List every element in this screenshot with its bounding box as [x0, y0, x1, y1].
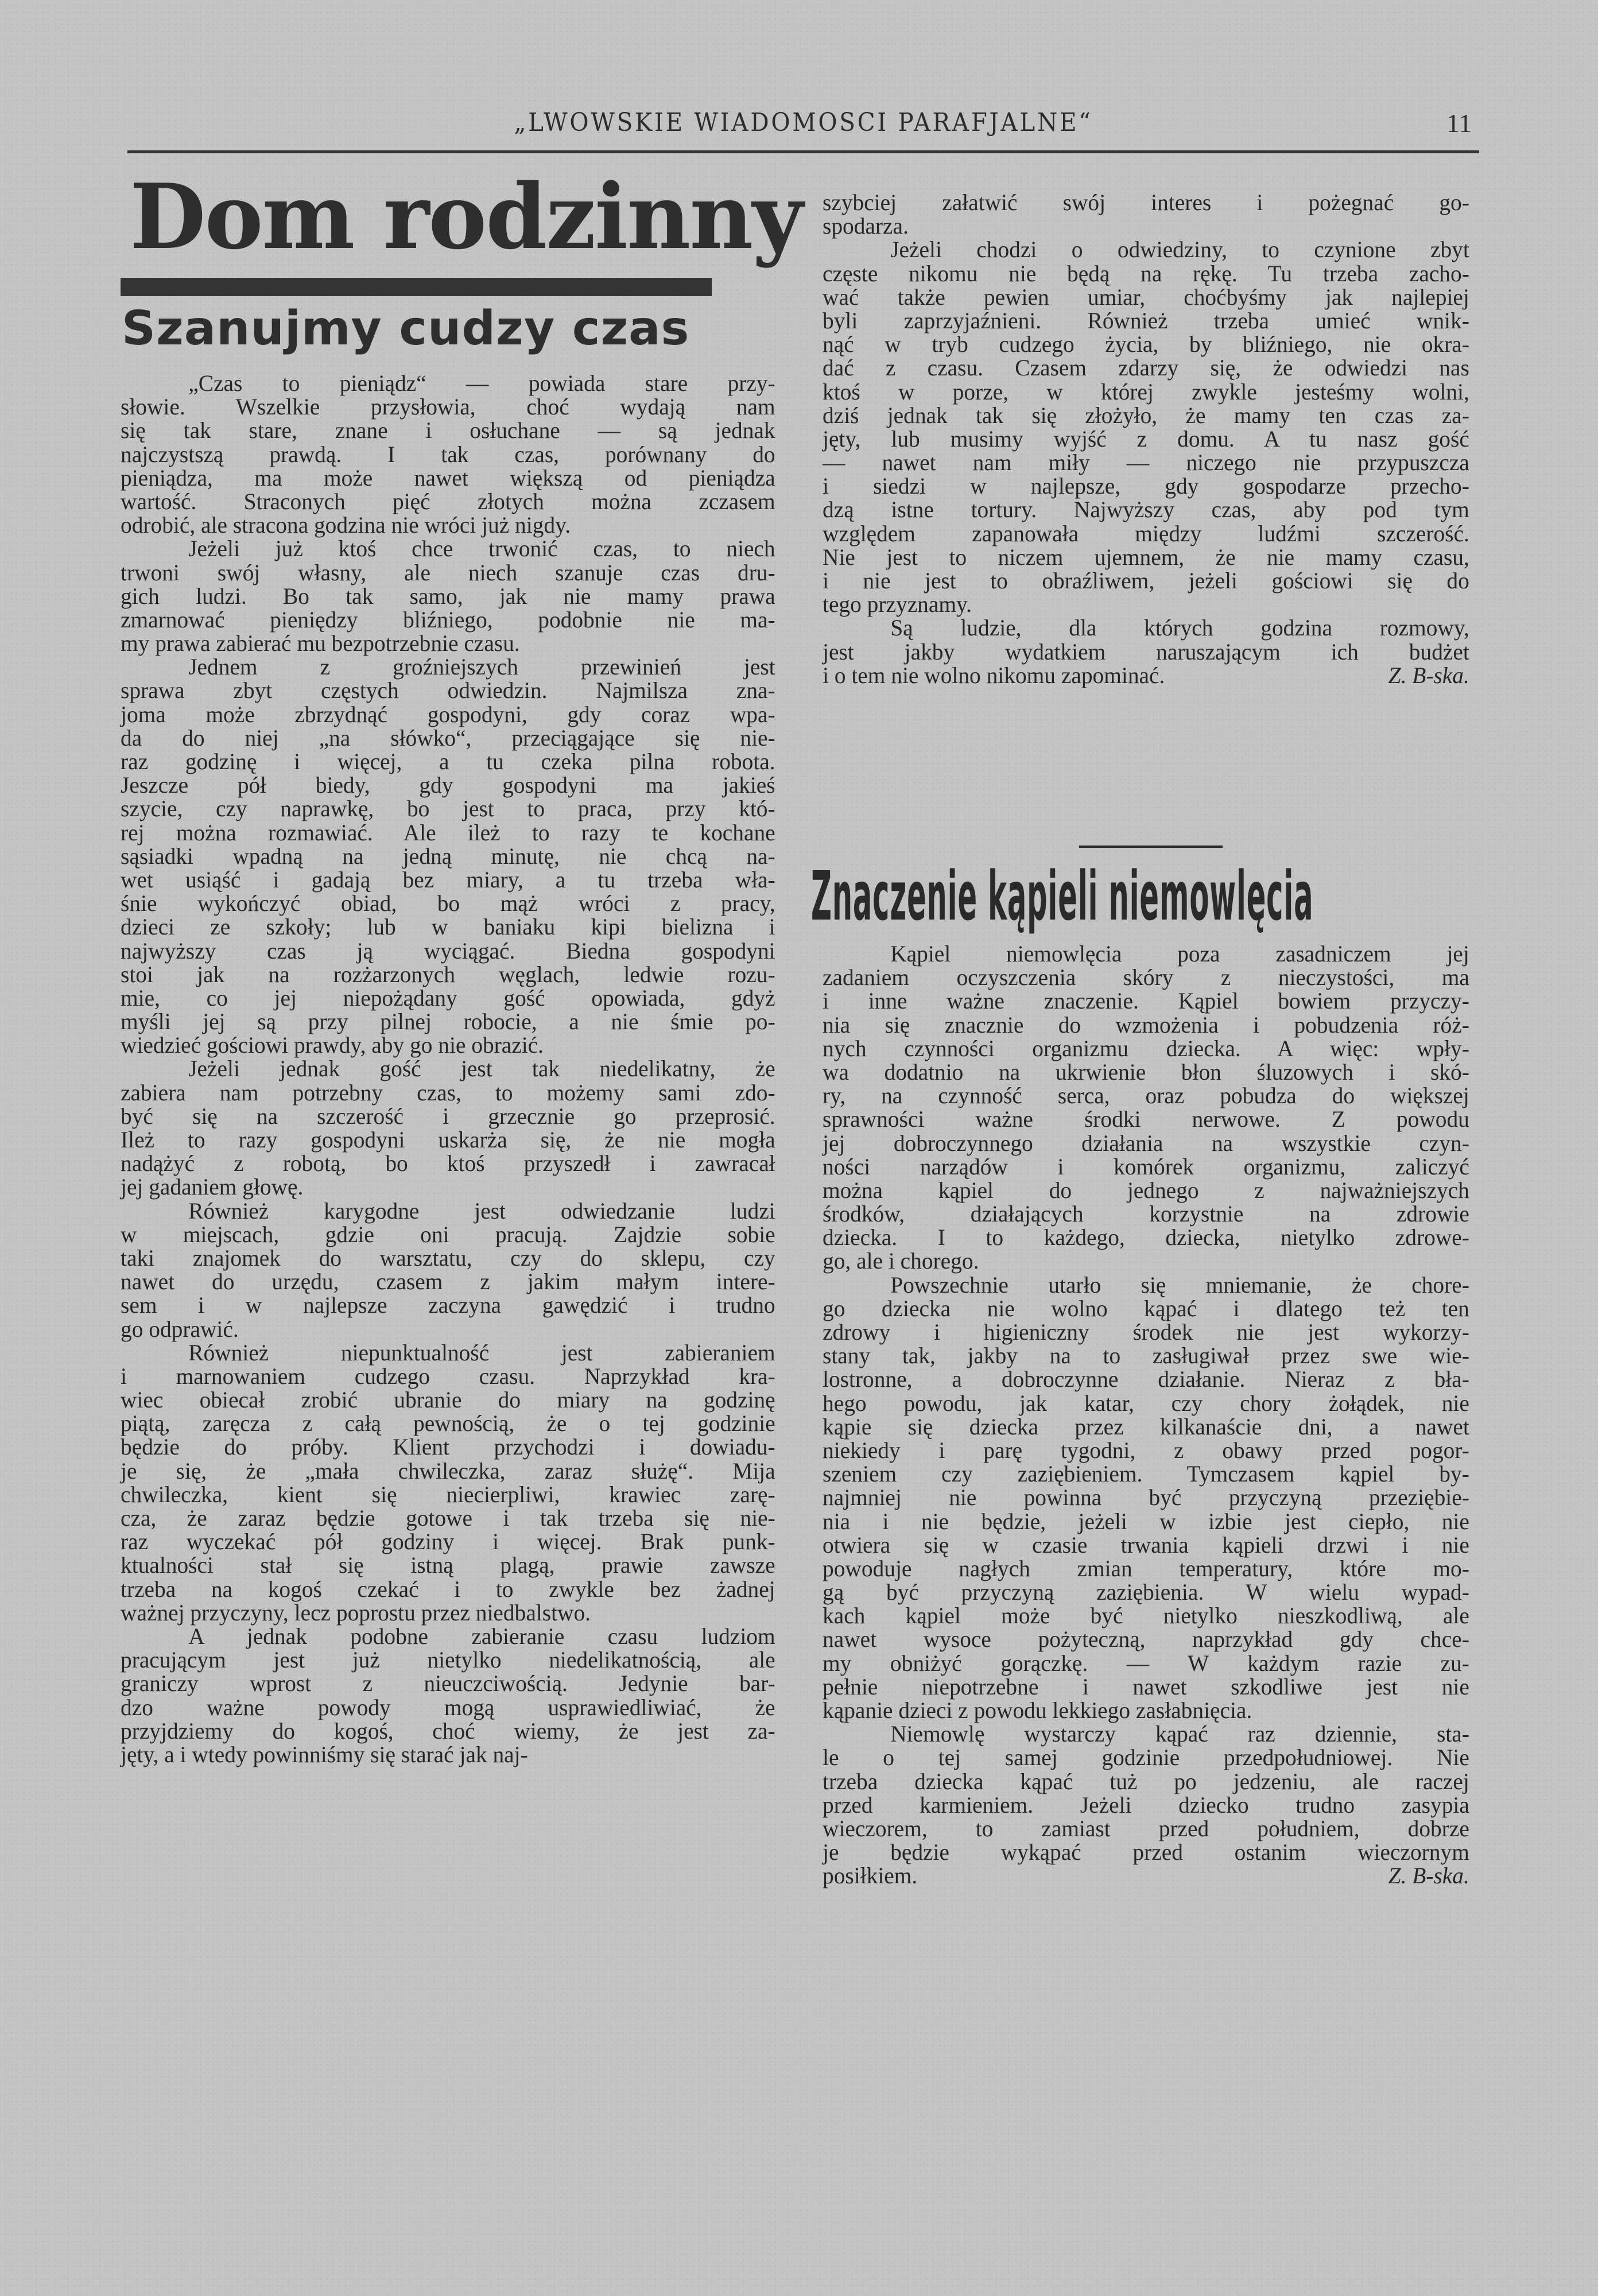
text-line: je będzie wykąpać przed ostanim wieczornym — [823, 1839, 1469, 1865]
text-line: Kąpiel niemowlęcia poza zasadniczem jej — [890, 941, 1469, 967]
paragraph — [121, 1341, 785, 1624]
article1-right-column — [823, 191, 1479, 687]
paragraph — [823, 191, 1479, 238]
article2-column — [823, 942, 1479, 1888]
text-line: dzą istne tortury. Najwyższy czas, aby pod tym — [823, 497, 1469, 523]
text-line: w miejscach, gdzie oni pracują. Zajdzie sobie — [121, 1221, 775, 1247]
article2-title: Znaczenie kąpieli niemowlęcia — [811, 856, 1314, 936]
text-line: szybciej załatwić swój interes i pożegnać go- — [823, 189, 1469, 215]
text-line: piątą, zaręcza z całą pewnością, że o tej godzinie — [121, 1410, 775, 1437]
text-line: środków, działających korzystnie na zdrowie — [823, 1201, 1469, 1227]
text-line: sprawności ważne środki nerwowe. Z powodu — [823, 1106, 1469, 1133]
text-line: nawet wysoce pożyteczną, naprzykład gdy chce- — [823, 1626, 1469, 1653]
header-rule — [127, 150, 1479, 153]
paragraph — [121, 537, 785, 655]
text-line: raz godzinę i więcej, a tu czeka pilna robota. — [121, 748, 775, 774]
text-line: zadaniem oczyszczenia skóry z nieczystości, ma — [823, 964, 1469, 991]
text-line: trwoni swój własny, ale niech szanuje czas dru- — [121, 559, 775, 585]
text-line: przyjdziemy do kogoś, choć wiemy, że jest za- — [121, 1717, 775, 1744]
text-line: pracującym jest już nietylko niedelikatnością, ale — [121, 1647, 775, 1673]
text-line: da do niej „na słówko“, przeciągające się nie- — [121, 724, 775, 751]
text-line: jęty, lub musimy wyjść z domu. A tu nasz gość — [823, 425, 1469, 452]
text-line: Jeżeli jednak gość jest tak niedelikatny, że — [188, 1056, 775, 1082]
text-line: zmarnować pieniędzy bliźniego, podobnie nie ma- — [121, 606, 775, 633]
text-line: wartość. Straconych pięć złotych można zczasem — [121, 488, 775, 514]
paragraph — [121, 1624, 785, 1766]
text-line: pieniądza, ma może nawet większą od pieniądza — [121, 464, 775, 491]
text-line: słowie. Wszelkie przysłowia, choć wydają nam — [121, 394, 775, 420]
text-line: my prawa zabierać mu bezpotrzebnie czasu. — [121, 630, 520, 657]
text-line: kąpanie dzieci z powodu lekkiego zasłabnięcia. — [823, 1697, 1252, 1723]
text-line: i siedzi w najlepsze, gdy gospodarze przecho- — [823, 473, 1469, 499]
text-line: pełnie niepotrzebne i nawet szkodliwe jest nie — [823, 1673, 1469, 1700]
text-line: sprawa zbyt częstych odwiedzin. Najmilsza zna- — [121, 677, 775, 704]
text-line: kąpie się dziecka przez kilkanaście dni, a nawet — [823, 1413, 1469, 1440]
text-line: i nie jest to obraźliwem, jeżeli gościowi się do — [823, 568, 1469, 594]
text-line: wać także pewien umiar, choćbyśmy jak najlepiej — [823, 284, 1469, 310]
paragraph — [823, 1273, 1479, 1723]
text-line: się tak stare, znane i osłuchane — są jednak — [121, 417, 775, 444]
paragraph — [121, 655, 785, 1057]
text-line: taki znajomek do warsztatu, czy do sklepu, czy — [121, 1244, 775, 1271]
text-line: lostronne, a dobroczynne działanie. Nieraz z bła- — [823, 1366, 1469, 1393]
section-title: Dom rodzinny — [130, 164, 802, 269]
text-line: tego przyznamy. — [823, 591, 972, 618]
text-line: najczystszą prawdą. I tak czas, porównany do — [121, 441, 775, 467]
text-line: jej dobroczynnego działania na wszystkie czyn- — [823, 1130, 1469, 1156]
text-line: Nie jest to niczem ujemnem, że nie mamy czasu, — [823, 544, 1469, 570]
text-line: częste nikomu nie będą na rękę. Tu trzeba zacho- — [823, 260, 1469, 286]
paragraph — [823, 1722, 1479, 1887]
text-line: stany tak, jakby na to zasługiwał przez swe wie- — [823, 1343, 1469, 1369]
paragraph — [121, 371, 785, 537]
text-line: ry, na czynność serca, oraz pobudza do większej — [823, 1083, 1469, 1109]
text-line: byli zaprzyjaźnieni. Również trzeba umieć wnik- — [823, 307, 1469, 333]
author-signature: Z. B-ska. — [1388, 1863, 1469, 1889]
text-line: graniczy wprost z nieuczciwością. Jedynie bar- — [121, 1670, 775, 1697]
text-line: Jeżeli już ktoś chce trwonić czas, to niech — [188, 536, 775, 562]
text-line: jęty, a i wtedy powinniśmy się starać jak naj- — [121, 1741, 528, 1767]
text-line: trzeba dziecka kąpać tuż po jedzeniu, ale raczej — [823, 1768, 1469, 1794]
text-line: ktualności stał się istną plagą, prawie zawsze — [121, 1552, 775, 1578]
author-signature: Z. B-ska. — [1388, 662, 1469, 688]
section-title-bar — [121, 278, 712, 296]
text-line: Jeszcze pół biedy, gdy gospodyni ma jakieś — [121, 772, 775, 798]
text-line: „Czas to pieniądz“ — powiada stare przy- — [188, 370, 775, 396]
text-line: śnie wykończyć obiad, bo mąż wróci z pracy, — [121, 890, 775, 917]
text-line: wiec obiecał zrobić ubranie do miary na godzinę — [121, 1387, 775, 1413]
text-line: względem zapanowała między ludźmi szczerość. — [823, 520, 1469, 546]
text-line: chwileczka, kient się niecierpliwi, krawiec zarę- — [121, 1481, 775, 1507]
text-line: stoi jak na rozżarzonych węglach, ledwie rozu- — [121, 961, 775, 987]
text-line: my obniżyć gorączkę. — W każdym razie zu- — [823, 1650, 1469, 1676]
text-line: go, ale i chorego. — [823, 1248, 979, 1274]
text-line: dzo ważne powody mogą usprawiedliwiać, że — [121, 1694, 775, 1720]
text-line: będzie do próby. Klient przychodzi i dowiadu- — [121, 1434, 775, 1460]
text-line: wieczorem, to zamiast przed południem, dobrze — [823, 1815, 1469, 1841]
text-line: wiedzieć gościowi prawdy, aby go nie obrazić. — [121, 1032, 544, 1058]
text-line: najmniej nie powinna być przyczyną przeziębie- — [823, 1484, 1469, 1511]
text-line: posiłkiem. Z. B-ska. — [823, 1863, 1469, 1889]
text-line: szeniem czy zaziębieniem. Tymczasem kąpiel by- — [823, 1461, 1469, 1487]
text-line: przed karmieniem. Jeżeli dziecko trudno zasypia — [823, 1791, 1469, 1818]
text-line: le o tej samej godzinie przedpołudniowej. Nie — [823, 1744, 1469, 1771]
text-line: go dziecka nie wolno kąpać i dlatego też ten — [823, 1295, 1469, 1321]
text-line: odrobić, ale stracona godzina nie wróci już nigdy. — [121, 512, 571, 538]
paragraph — [823, 942, 1479, 1273]
text-line: kach kąpiel może być nietylko nieszkodliwą, ale — [823, 1603, 1469, 1629]
text-line: najwyższy czas ją wyciągać. Biedna gospodyni — [121, 937, 775, 964]
text-line: nia się znacznie do wzmożenia i pobudzenia róż- — [823, 1011, 1469, 1038]
text-line: Jeżeli chodzi o odwiedziny, to czynione zbyt — [890, 236, 1469, 263]
text-line: ności narządów i komórek organizmu, zaliczyć — [823, 1153, 1469, 1180]
text-line: — nawet nam miły — niczego nie przypuszcza — [823, 449, 1469, 476]
text-line: Również niepunktualność jest zabieraniem — [188, 1339, 775, 1366]
text-line: joma może zbrzydnąć gospodyni, gdy coraz wpa- — [121, 701, 775, 727]
text-line: szycie, czy naprawkę, bo jest to praca, przy któ- — [121, 796, 775, 822]
page-number: 11 — [1446, 108, 1472, 138]
text-line: A jednak podobne zabieranie czasu ludziom — [188, 1623, 775, 1649]
text-line: być się na szczerość i grzecznie go przeprosić. — [121, 1103, 775, 1129]
paragraph — [823, 616, 1479, 687]
text-line: je się, że „mała chwileczka, zaraz służę“. Mija — [121, 1457, 775, 1484]
text-line: ktoś w porze, w której zwykle jesteśmy wolni, — [823, 378, 1469, 405]
text-line: raz wyczekać pół godziny i więcej. Brak punk- — [121, 1529, 775, 1555]
text-line: myśli jej są przy pilnej robocie, a nie śmie po- — [121, 1009, 775, 1035]
text-line: nawet do urzędu, czasem z jakim małym intere- — [121, 1269, 775, 1295]
article-title: Szanujmy cudzy czas — [122, 301, 690, 356]
text-line: dziecka. I to każdego, dziecka, nietylko zdrowe- — [823, 1224, 1469, 1251]
text-line: hego powodu, jak katar, czy chory żołądek, nie — [823, 1390, 1469, 1416]
text-line: i marnowaniem cudzego czasu. Naprzykład kra- — [121, 1363, 775, 1389]
text-line: ważnej przyczyny, lecz poprostu przez niedbalstwo. — [121, 1599, 591, 1626]
text-line: jest jakby wydatkiem naruszającym ich budżet — [823, 638, 1469, 665]
text-line: rej można rozmawiać. Ale ileż to razy te kochane — [121, 819, 775, 846]
text-line: sem i w najlepsze zaczyna gawędzić i trudno — [121, 1292, 775, 1318]
text-line: zdrowy i higieniczny środek nie jest wykorzy- — [823, 1319, 1469, 1345]
text-line: Jednem z groźniejszych przewinień jest — [188, 654, 775, 680]
text-line: Również karygodne jest odwiedzanie ludzi — [188, 1197, 775, 1224]
paragraph — [121, 1057, 785, 1199]
text-line: dać z czasu. Czasem zdarzy się, że odwiedzi nas — [823, 355, 1469, 381]
text-line: Są ludzie, dla których godzina rozmowy, — [890, 615, 1469, 641]
text-line: jej gadaniem głowę. — [121, 1174, 304, 1200]
text-line: spodarza. — [823, 213, 909, 239]
paragraph — [823, 238, 1479, 616]
text-line: niekiedy i parę tygodni, z obawy przed pogor- — [823, 1437, 1469, 1463]
text-line: zabiera nam potrzebny czas, to możemy sami zdo- — [121, 1079, 775, 1106]
text-line: powoduje nagłych zmian temperatury, które mo- — [823, 1555, 1469, 1581]
text-line: dzieci ze szkoły; lub w baniaku kipi bielizna i — [121, 914, 775, 940]
text-line: wet usiąść i gadają bez miary, a tu trzeba wła- — [121, 866, 775, 893]
text-line: Powszechnie utarło się mniemanie, że chore- — [890, 1271, 1469, 1298]
article1-left-column — [121, 371, 785, 1766]
running-header-title: „LWOWSKIE WIADOMOSCI PARAFJALNE“ — [514, 108, 1093, 137]
text-line: sąsiadki wpadną na jedną minutę, nie chcą na- — [121, 843, 775, 869]
text-line: dziś jednak tak się złożyło, że mamy ten czas za- — [823, 402, 1469, 428]
text-line: trzeba na kogoś czekać i to zwykle bez żadnej — [121, 1576, 775, 1602]
text-line: cza, że zaraz będzie gotowe i tak trzeba się nie- — [121, 1505, 775, 1531]
paragraph — [121, 1199, 785, 1341]
text-line: nych czynności organizmu dziecka. A więc: wpły- — [823, 1035, 1469, 1061]
text-line: nadążyć z robotą, bo ktoś przyszedł i zawracał — [121, 1150, 775, 1177]
article-separator — [1079, 846, 1223, 848]
text-line: go odprawić. — [121, 1316, 239, 1342]
text-line: Ileż to razy gospodyni uskarża się, że nie mogła — [121, 1127, 775, 1153]
text-line: mie, co jej niepożądany gość opowiada, gdyż — [121, 984, 775, 1011]
text-line: gich ludzi. Bo tak samo, jak nie mamy prawa — [121, 583, 775, 609]
text-line: otwiera się w czasie trwania kąpieli drzwi i nie — [823, 1531, 1469, 1558]
text-line: nąć w tryb cudzego życia, by bliźniego, nie okra- — [823, 331, 1469, 358]
text-line: nia i nie będzie, jeżeli w izbie jest ciepło, nie — [823, 1508, 1469, 1534]
text-line: i o tem nie wolno nikomu zapominać. Z. B-ska. — [823, 662, 1469, 688]
text-line: wa dodatnio na ukrwienie błon śluzowych i skó- — [823, 1058, 1469, 1085]
text-line: i inne ważne znaczenie. Kąpiel bowiem przyczy- — [823, 988, 1469, 1014]
text-line: można kąpiel do jednego z najważniejszych — [823, 1177, 1469, 1203]
text-line: Niemowlę wystarczy kąpać raz dziennie, sta- — [890, 1721, 1469, 1747]
text-line: gą być przyczyną zaziębienia. W wielu wypad- — [823, 1579, 1469, 1605]
